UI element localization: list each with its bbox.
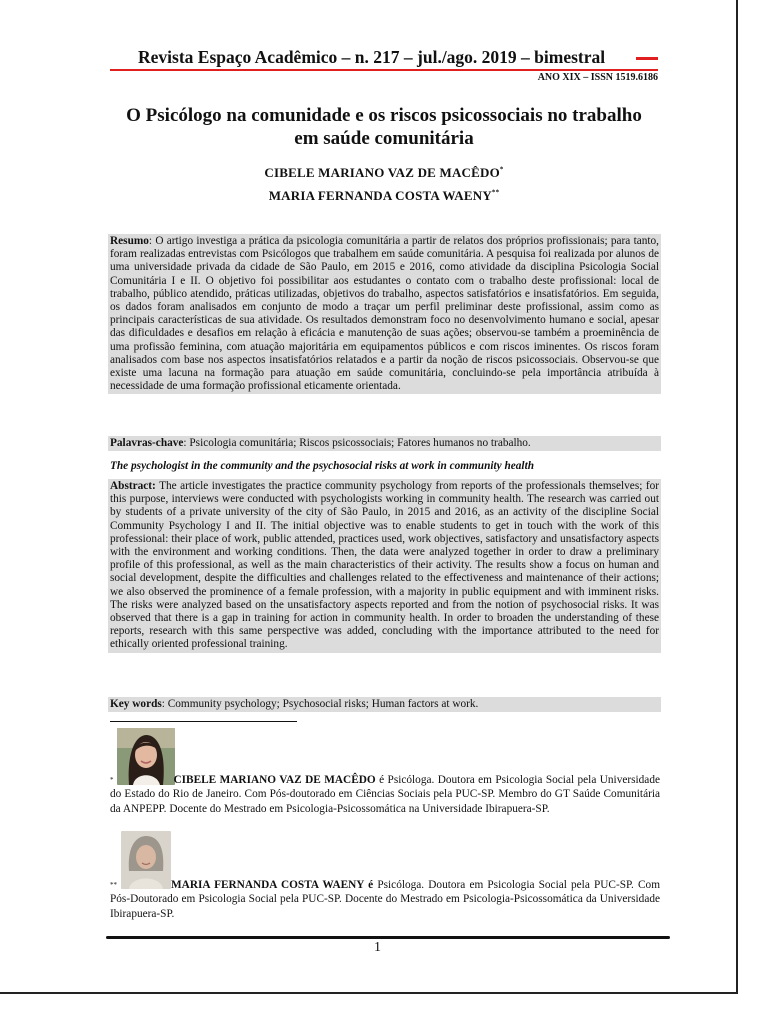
abstract-label: Abstract: (110, 480, 156, 492)
footnote-1-mark: * (110, 776, 114, 784)
journal-title: Revista Espaço Acadêmico – n. 217 – jul./ago. 2019 – bimestral (138, 47, 606, 67)
palavras-chave-text: : Psicologia comunitária; Riscos psicossociais; Fatores humanos no trabalho. (183, 437, 531, 449)
footnote-2-text: Psicóloga. Doutora em Psicologia Social pela PUC-SP. Com Pós-Doutorado em Psicologia Social pela PUC-SP. Docente do Mestrado em Psicologia-Psicossomática da Universidade Ibirapuera-SP. (110, 879, 660, 920)
footnote-2-mark: ** (110, 881, 117, 889)
palavras-chave-label: Palavras-chave (110, 437, 184, 449)
resumo-text: : O artigo investiga a prática da psicologia comunitária a partir de relatos dos próprios profissionais; para tanto, foram realizadas entrevistas com Psicólogos que trabalhem em saúde comunitária. A pesquisa foi realizada por alunos de uma universidade privada da cidade de São Paulo, em 2015 e 2016, como atividade da disciplina Psicologia Social Comunitária I e II. O objetivo foi possibilitar aos estudantes o contato com o trabalho deste profissional: local de trabalho, público atendido, práticas utilizadas, objetivos do trabalho, aspectos satisfatórios e insatisfatórios. Em seguida, os dados foram analisados em conjunto de modo a traçar um perfil preliminar deste profissional, assim como as principais características de sua atividade. Os resultados demonstram foco no desenvolvimento humano e social, apesar das dificuldades e desafios em relação à eficácia e manutenção de suas ações; observou-se também a proeminência de uma profissão feminina, com atuação majoritária em equipamentos públicos e com riscos iminentes. Os riscos foram analisados com base nos aspectos insatisfatórios relatados e a partir da noção de riscos psicossociais. Observou-se que existe uma lacuna na formação para atuação em saúde comunitária, concluindo-se pela importância atribuída à necessidade de uma formação profissional eticamente orientada. (110, 235, 659, 393)
author-2-mark: ** (491, 188, 500, 197)
resumo-box (108, 234, 661, 394)
keywords-label: Key words (110, 698, 162, 710)
footnote-1-text: é Psicóloga. Doutora em Psicologia Social pela Universidade do Estado do Rio de Janeiro. Com Pós-doutorado em Ciências Sociais pela PUC-SP. Membro do GT Saúde Comunitária da ANPEPP. Docente do Mestrado em Psicologia-Psicossomática na Universidade Ibirapuera-SP. (110, 774, 660, 815)
keywords-text: : Community psychology; Psychosocial risks; Human factors at work. (161, 698, 479, 710)
author-2 (120, 188, 648, 204)
abstract-box (108, 479, 661, 653)
footnote-rule (110, 721, 297, 722)
palavras-chave-box (108, 436, 661, 451)
author-1 (120, 165, 648, 181)
issn-line: ANO XIX – ISSN 1519.6186 (537, 72, 658, 83)
header-accent-dash (636, 57, 658, 60)
abstract-text: The article investigates the practice community psychology from reports of the professionals themselves; for this purpose, interviews were conducted with psychologists working in community health. The research was carried out by students of a private university of the city of São Paulo, in 2015 and 2016, as an activity of the discipline Social Community Psychology I and II. The initial objective was to enable students to get in touch with the work of this professional: their place of work, public attended, practices used, work objectives, satisfactory and unsatisfactory aspects with the environment and working conditions. Then, the data were analyzed together in order to draw a preliminary profile of this professional, as well as the main characteristics of their activity. The results show a focus on human and social development, despite the difficulties and challenges related to the effectiveness and maintenance of their actions; we also observed the prominence of a female profession, with a majority in public equipment and with imminent risks. The risks were analyzed based on the unsatisfactory aspects reported and from the notion of psychosocial risks. It was observed that there is a gap in training for action in community health. In order to broaden the understanding of these reports, research with this same perspective was added, concluding with the importance attributed to the need for ethically oriented professional training. (110, 480, 659, 651)
resumo-label: Resumo (110, 235, 149, 247)
footnote-1 (110, 773, 660, 816)
article-title: O Psicólogo na comunidade e os riscos psicossociais no trabalho em saúde comunitária (126, 105, 642, 149)
header-rule (110, 69, 658, 71)
author-1-name: CIBELE MARIANO VAZ DE MACÊDO (264, 165, 500, 180)
keywords-box (108, 697, 661, 712)
author-2-name: MARIA FERNANDA COSTA WAENY (268, 188, 492, 203)
footnote-2-name: MARIA FERNANDA COSTA WAENY é (171, 879, 374, 891)
english-title: The psychologist in the community and the psychosocial risks at work in community health (110, 460, 534, 472)
footnote-1-name: CIBELE MARIANO VAZ DE MACÊDO (173, 774, 376, 786)
footnote-2 (110, 878, 660, 921)
author-1-mark: * (499, 165, 504, 174)
bottom-rule (106, 936, 670, 939)
page-number: 1 (374, 940, 381, 955)
